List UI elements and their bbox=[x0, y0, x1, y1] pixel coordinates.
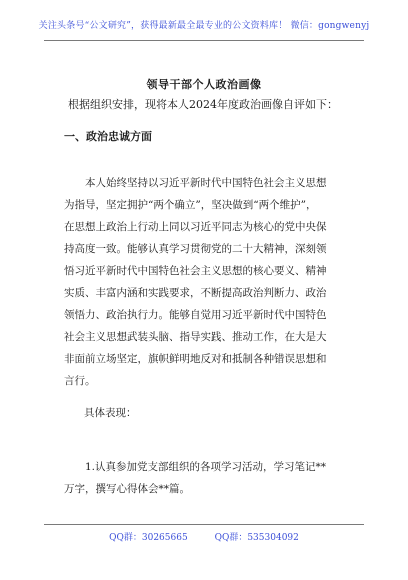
paragraph-line: 持高度一致。能够认真学习贯彻党的二十大精神，深刻领 bbox=[64, 243, 327, 255]
paragraph-line: 言行。 bbox=[64, 375, 96, 387]
footer-qq-group-1: QQ群：30265665 bbox=[109, 533, 188, 543]
footer-qq-group-2: QQ群：535304092 bbox=[214, 533, 299, 543]
section-heading-political-loyalty: 一、政治忠诚方面 bbox=[64, 130, 152, 143]
paragraph-line: 悟习近平新时代中国特色社会主义思想的核心要义、精神 bbox=[64, 265, 327, 277]
document-title: 领导干部个人政治画像 bbox=[146, 78, 262, 91]
footer bbox=[0, 530, 408, 543]
detail-label: 具体表现： bbox=[84, 407, 137, 419]
intro-paragraph: 根据组织安排，现将本人2024年度政治画像自评如下： bbox=[68, 98, 338, 111]
paragraph-line: 在思想上政治上行动上同以习近平同志为核心的党中央保 bbox=[64, 221, 327, 233]
paragraph-line: 领悟力、政治执行力。能够自觉用习近平新时代中国特色 bbox=[64, 309, 327, 321]
paragraph-political-loyalty bbox=[64, 172, 356, 392]
header-banner: 关注头条号“公文研究”，获得最新最全最专业的公文资料库！ 微信：gongwenyj bbox=[38, 21, 370, 31]
paragraph-line: 为指导，坚定拥护“两个确立”，坚决做到“两个维护”， bbox=[64, 199, 317, 211]
paragraph-line: 本人始终坚持以习近平新时代中国特色社会主义思想 bbox=[85, 177, 327, 189]
footer-divider bbox=[44, 524, 364, 525]
paragraph-line: 非面前立场坚定，旗帜鲜明地反对和抵制各种错误思想和 bbox=[64, 353, 327, 365]
paragraph-line: 实质、丰富内涵和实践要求，不断提高政治判断力、政治 bbox=[64, 287, 327, 299]
list-item-study bbox=[64, 456, 356, 500]
list-item-line: 万字，撰写心得体会**篇。 bbox=[64, 483, 190, 495]
header-divider bbox=[44, 40, 364, 41]
list-item-line: 1.认真参加党支部组织的各项学习活动，学习笔记** bbox=[85, 461, 327, 473]
paragraph-line: 社会主义思想武装头脑、指导实践、推动工作，在大是大 bbox=[64, 331, 327, 343]
